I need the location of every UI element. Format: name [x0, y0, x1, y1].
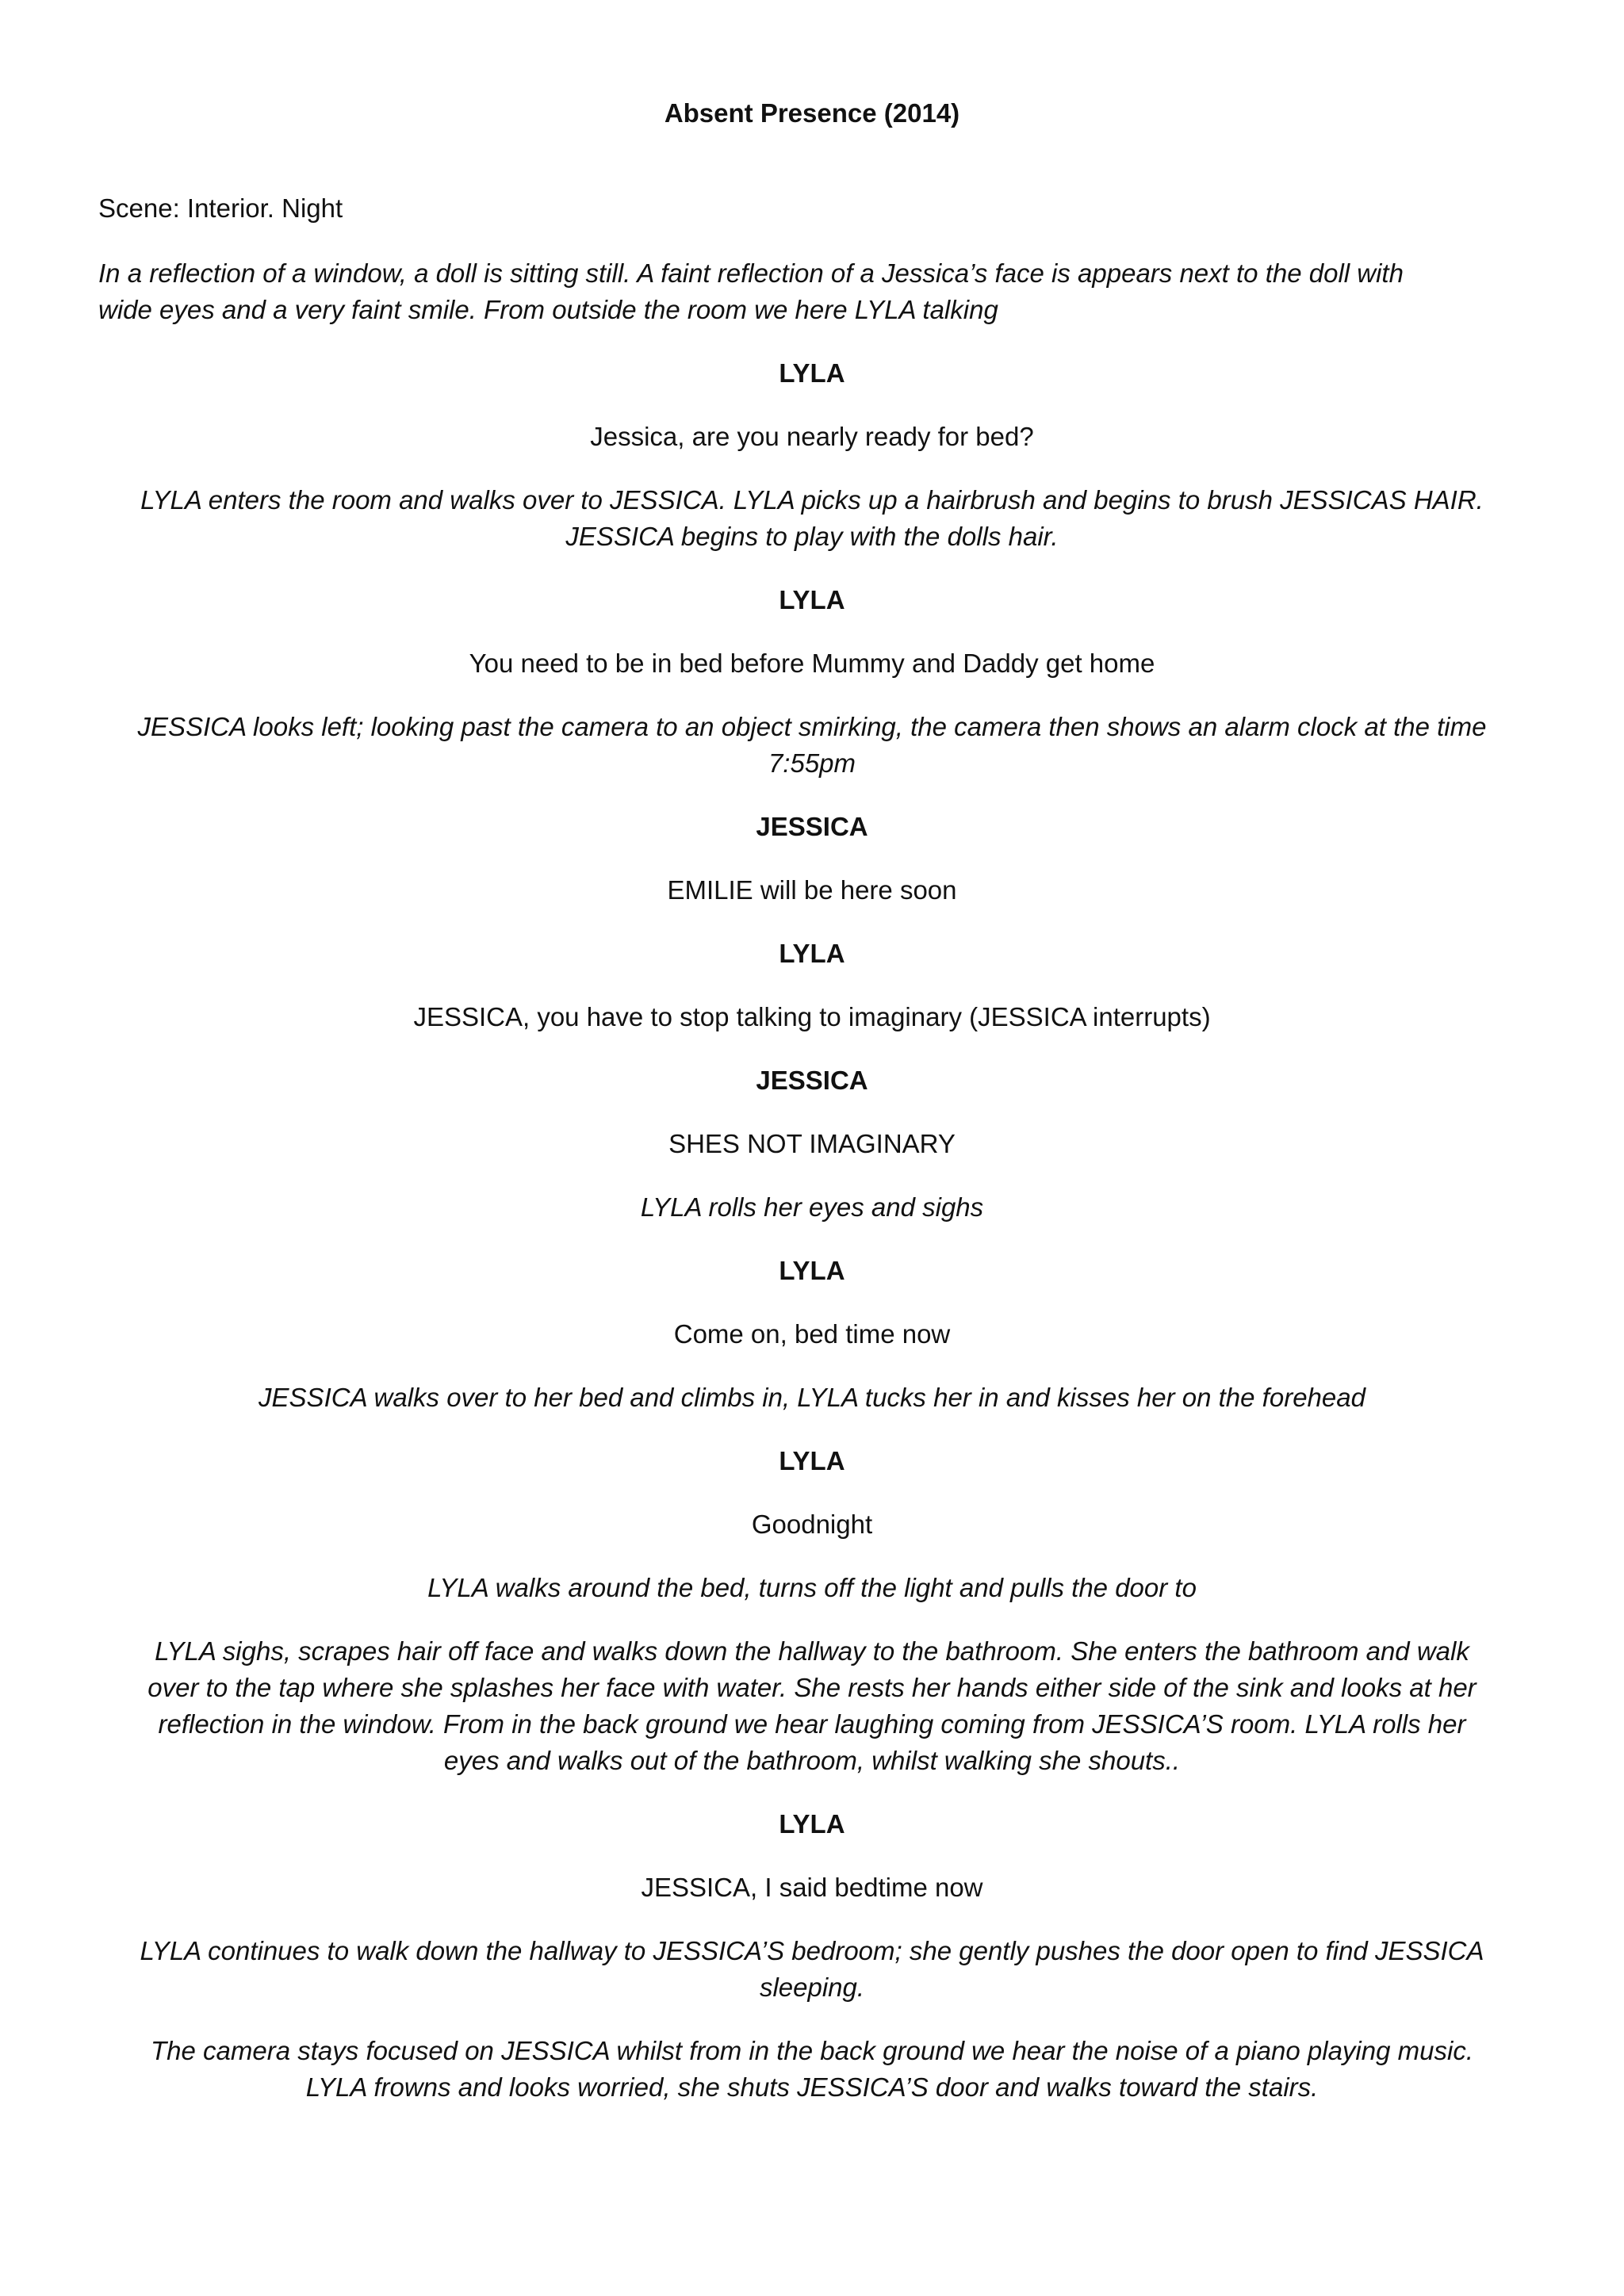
action-line: LYLA sighs, scrapes hair off face and walks down the hallway to the bathroom. She enters the bathroom and walk: [155, 1636, 1469, 1666]
character-name: LYLA: [779, 358, 845, 388]
action-line: reflection in the window. From in the back ground we hear laughing coming from JESSICA’S room. LYLA rolls her: [158, 1709, 1466, 1739]
action-line: eyes and walks out of the bathroom, whilst walking she shouts..: [443, 1746, 1181, 1775]
action-line: JESSICA begins to play with the dolls hair.: [565, 522, 1059, 551]
action-line: LYLA frowns and looks worried, she shuts JESSICA’S door and walks toward the stairs.: [305, 2072, 1319, 2102]
action-line: LYLA rolls her eyes and sighs: [640, 1192, 984, 1222]
scene-heading: Scene: Interior. Night: [98, 193, 343, 223]
dialogue-line: Goodnight: [751, 1510, 873, 1539]
dialogue-line: SHES NOT IMAGINARY: [668, 1129, 956, 1158]
action-line: LYLA walks around the bed, turns off the light and pulls the door to: [427, 1573, 1197, 1602]
dialogue-line: JESSICA, I said bedtime now: [641, 1873, 983, 1902]
action-line: The camera stays focused on JESSICA whilst from in the back ground we hear the noise of a piano playing music.: [151, 2036, 1473, 2065]
character-name: LYLA: [779, 1256, 845, 1285]
action-line: wide eyes and a very faint smile. From outside the room we here LYLA talking: [98, 295, 998, 324]
action-line: JESSICA looks left; looking past the camera to an object smirking, the camera then shows an alarm clock at the time: [137, 712, 1487, 741]
dialogue-line: Come on, bed time now: [673, 1319, 951, 1349]
character-name: LYLA: [779, 939, 845, 968]
character-name: LYLA: [779, 1446, 845, 1475]
dialogue-line: You need to be in bed before Mummy and Daddy get home: [469, 649, 1155, 678]
action-line: LYLA enters the room and walks over to JESSICA. LYLA picks up a hairbrush and begins to brush JESSICAS HAIR.: [140, 485, 1484, 515]
dialogue-line: Jessica, are you nearly ready for bed?: [590, 422, 1034, 451]
screenplay-title: Absent Presence (2014): [664, 98, 960, 128]
dialogue-line: EMILIE will be here soon: [667, 875, 957, 905]
action-line: LYLA continues to walk down the hallway to JESSICA’S bedroom; she gently pushes the door open to find JESSICA: [140, 1936, 1484, 1965]
character-name: LYLA: [779, 1809, 845, 1839]
action-line: 7:55pm: [768, 748, 856, 778]
dialogue-line: JESSICA, you have to stop talking to imaginary (JESSICA interrupts): [413, 1002, 1211, 1031]
action-line: over to the tap where she splashes her face with water. She rests her hands either side of the sink and looks at her: [147, 1673, 1477, 1702]
character-name: JESSICA: [756, 812, 868, 841]
action-line: sleeping.: [759, 1973, 865, 2002]
character-name: LYLA: [779, 585, 845, 614]
character-name: JESSICA: [756, 1066, 868, 1095]
action-line: JESSICA walks over to her bed and climbs in, LYLA tucks her in and kisses her on the forehead: [259, 1383, 1365, 1412]
action-line: In a reflection of a window, a doll is sitting still. A faint reflection of a Jessica’s face is appears next to the doll with: [98, 258, 1404, 288]
